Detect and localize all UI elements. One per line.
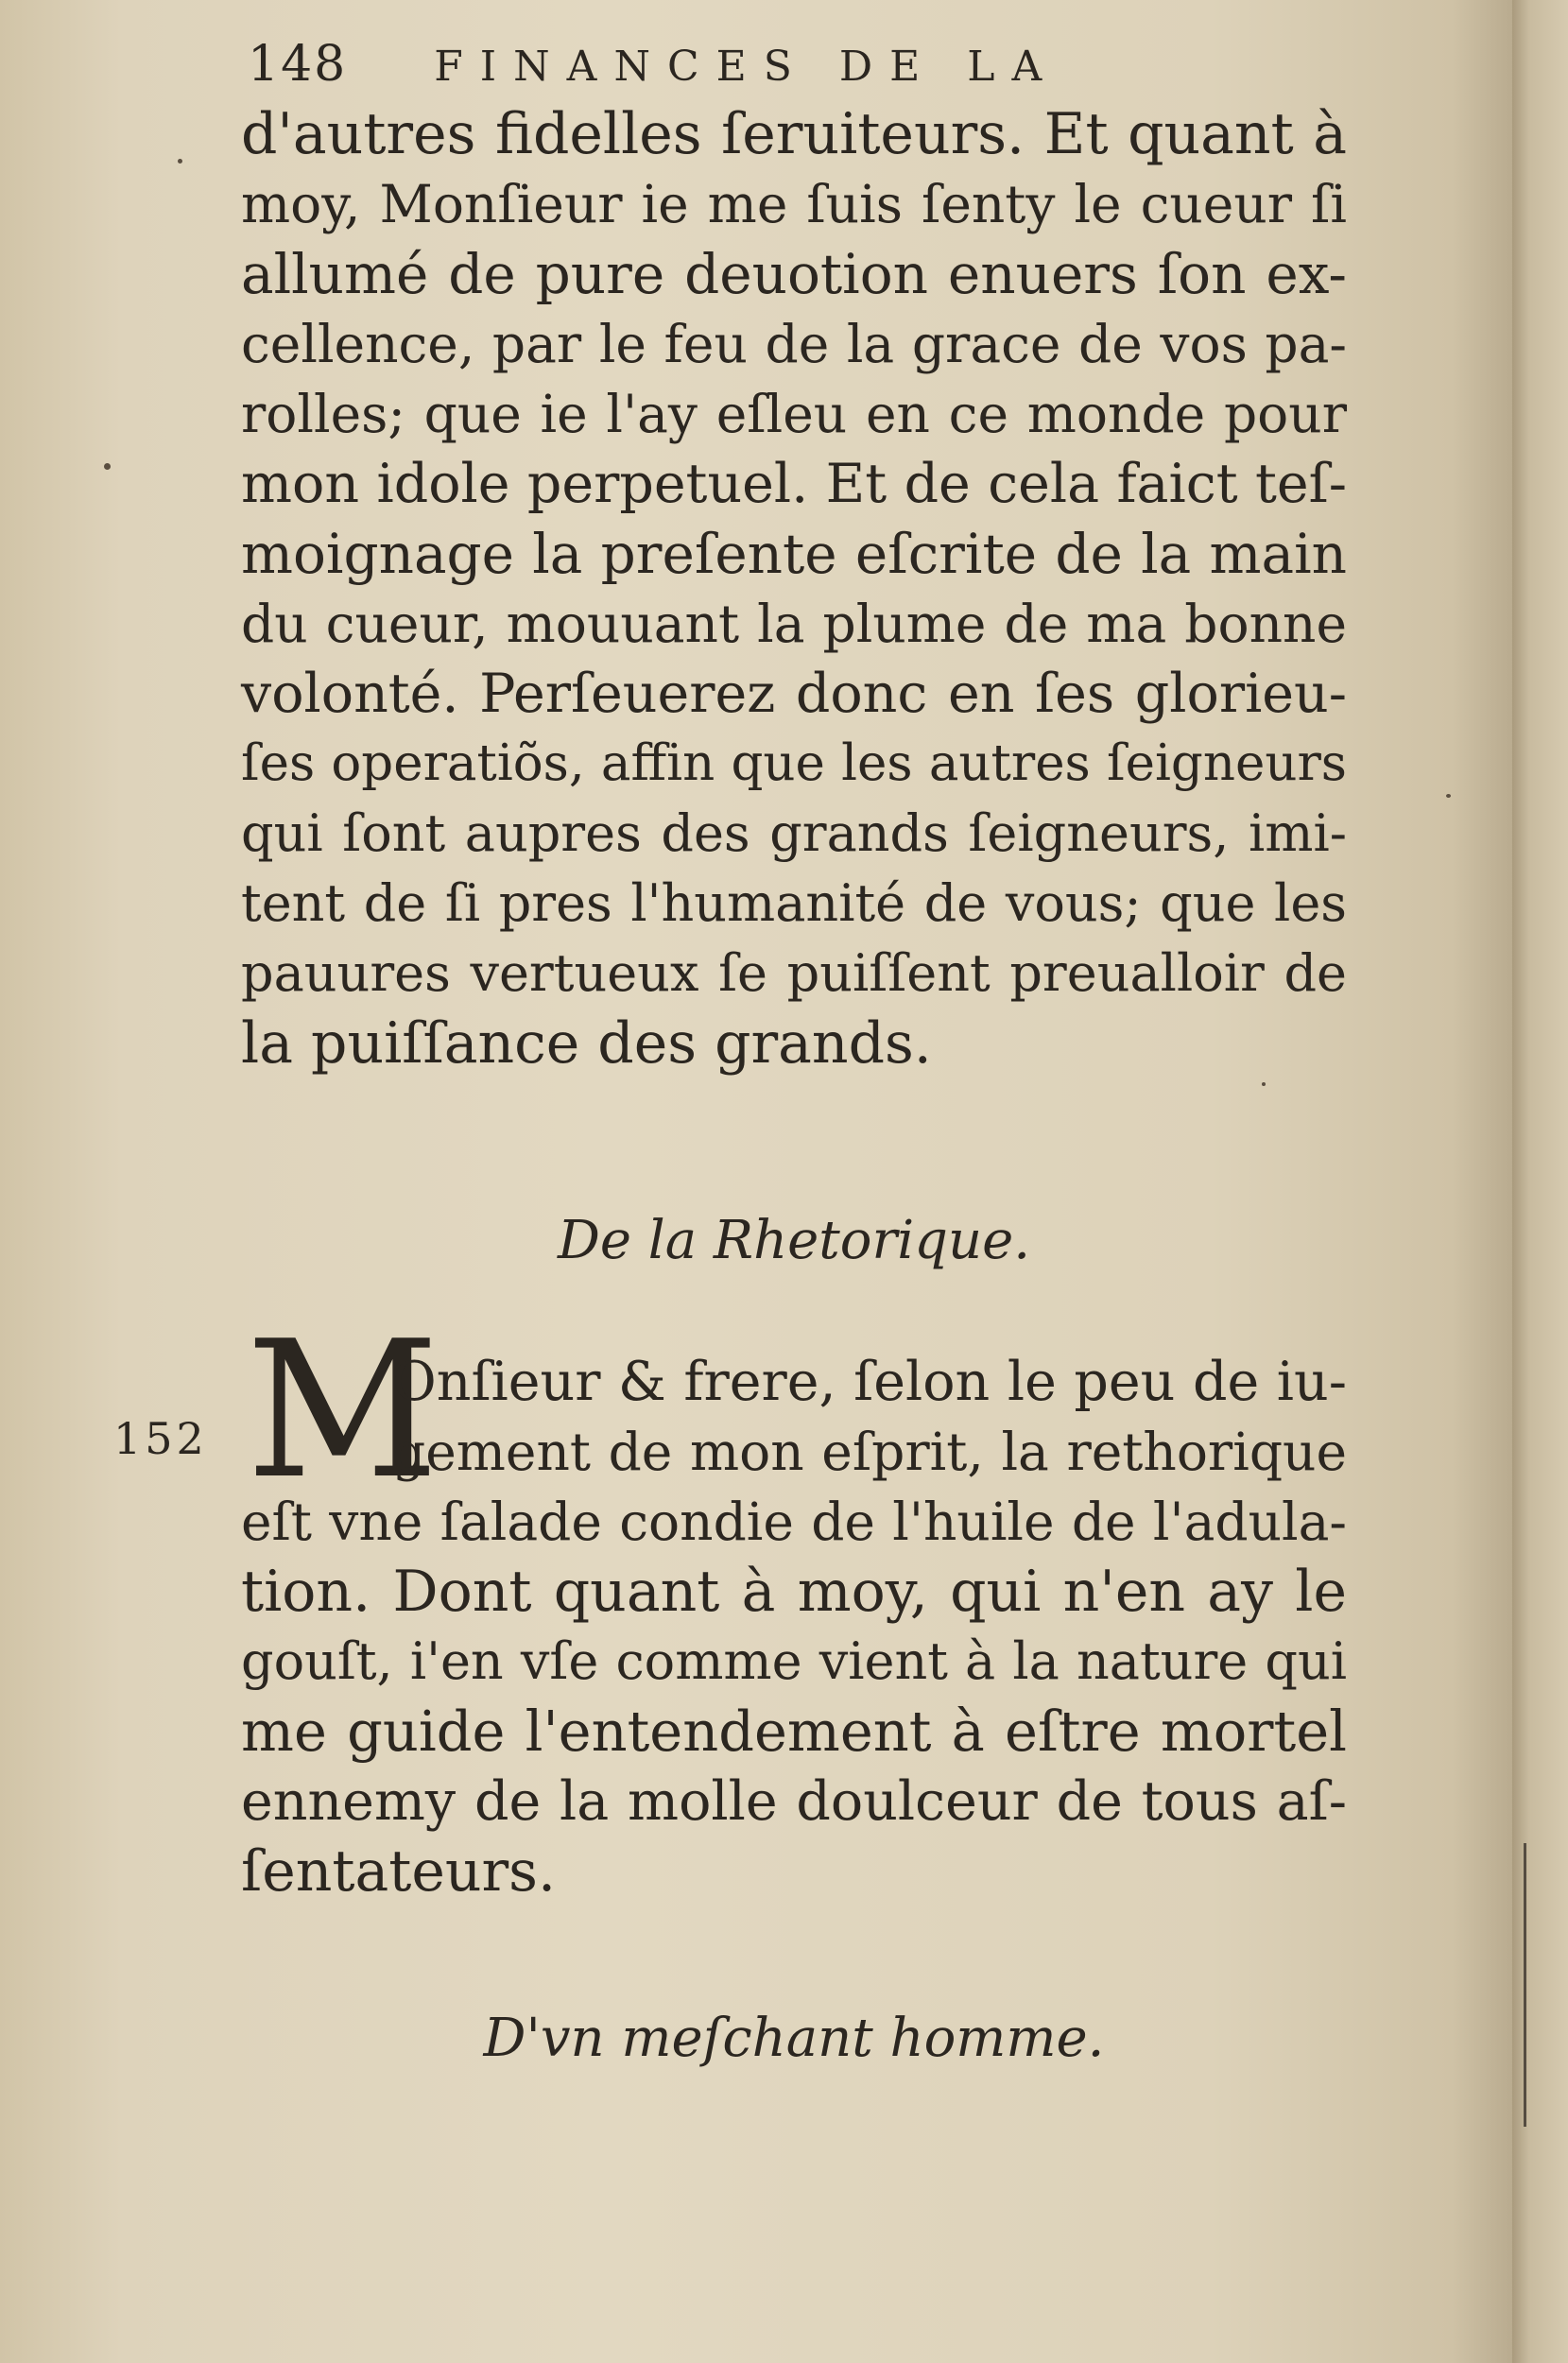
text-line: ſes operatiõs, affin que les autres ſeigneurs xyxy=(241,734,1347,792)
text-line: tion. Dont quant à moy, qui n'en ay le xyxy=(241,1559,1347,1625)
text-line: cellence, par le feu de la grace de vos pa- xyxy=(241,314,1347,374)
section-heading: D'vn meſchant homme. xyxy=(483,2008,1105,2069)
paragraph-2 xyxy=(241,1347,1347,1906)
text-line: qui ſont aupres des grands ſeigneurs, imi- xyxy=(241,803,1347,863)
text-line: gouſt, i'en vſe comme vient à la nature qui xyxy=(241,1631,1347,1691)
ink-speck xyxy=(1262,1082,1266,1086)
text-line: ennemy de la molle doulceur de tous aſ- xyxy=(241,1770,1347,1833)
page-gutter xyxy=(1512,0,1568,2363)
text-line: gement de mon eſprit, la rethorique xyxy=(392,1422,1347,1482)
drop-cap: M xyxy=(246,1301,439,1521)
ink-speck xyxy=(178,159,182,164)
gutter-mark xyxy=(1524,1843,1526,2127)
text-line: pauures vertueux ſe puiſſent preualloir de xyxy=(241,943,1347,1003)
text-line: volonté. Perſeuerez donc en ſes glorieu- xyxy=(241,663,1347,725)
ink-speck xyxy=(104,463,111,470)
margin-number: 152 xyxy=(113,1413,208,1464)
paragraph-1 xyxy=(241,99,1347,1078)
text-line: ſentateurs. xyxy=(241,1838,557,1905)
text-line: moy, Monſieur ie me ſuis ſenty le cueur ſi xyxy=(241,174,1347,234)
text-line: allumé de pure deuotion enuers ſon ex- xyxy=(241,242,1347,306)
section-heading: De la Rhetorique. xyxy=(557,1210,1031,1271)
ink-speck xyxy=(1446,794,1451,798)
text-line: tent de ſi pres l'humanité de vous; que les xyxy=(241,873,1347,933)
text-line: mon idole perpetuel. Et de cela faict teſ- xyxy=(241,453,1347,515)
running-head xyxy=(248,36,1155,93)
text-line: me guide l'entendement à eſtre mortel xyxy=(241,1699,1347,1764)
text-line: la puiſſance des grands. xyxy=(241,1010,932,1077)
text-line: Onſieur & frere, ſelon le peu de iu- xyxy=(392,1351,1347,1413)
running-title: FINANCES DE LA xyxy=(434,43,1060,91)
text-line: eſt vne ſalade condie de l'huile de l'adula- xyxy=(241,1492,1347,1552)
page-number: 148 xyxy=(248,36,348,93)
text-line: d'autres fidelles ſeruiteurs. Et quant à xyxy=(241,101,1347,167)
text-line: du cueur, mouuant la plume de ma bonne xyxy=(241,594,1347,654)
text-line: moignage la preſente eſcrite de la main xyxy=(241,522,1347,586)
text-line: rolles; que ie l'ay eſleu en ce monde pour xyxy=(241,384,1347,444)
